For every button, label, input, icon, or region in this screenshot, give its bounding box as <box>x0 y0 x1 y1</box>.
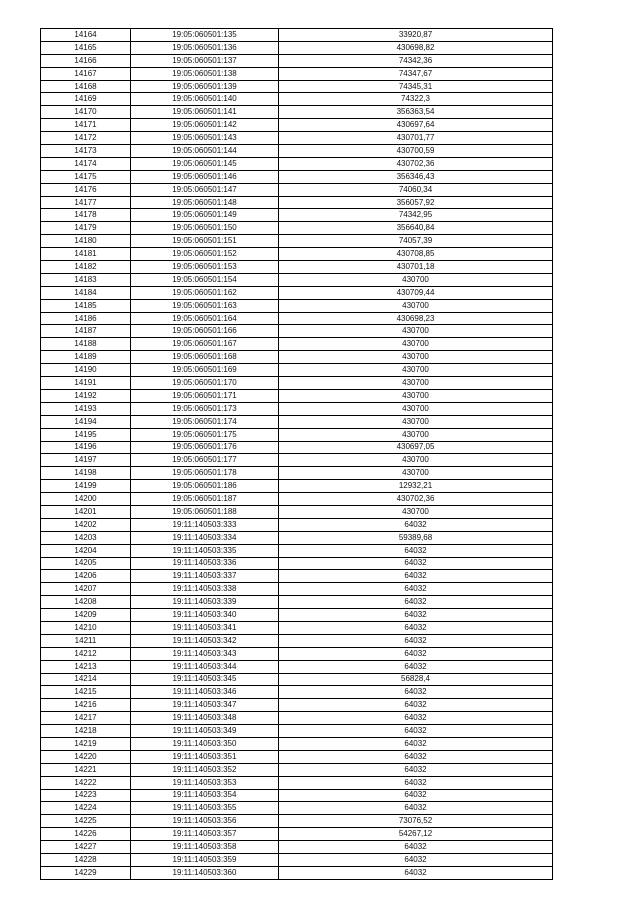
value-cell: 64032 <box>279 776 553 789</box>
value-cell: 64032 <box>279 866 553 879</box>
value-cell: 430698,23 <box>279 312 553 325</box>
cadastral-number-cell: 19:05:060501:137 <box>131 54 279 67</box>
row-number-cell: 14167 <box>41 67 131 80</box>
table-row <box>41 544 553 557</box>
value-cell: 64032 <box>279 686 553 699</box>
value-cell: 430700 <box>279 415 553 428</box>
table-row <box>41 119 553 132</box>
value-cell: 64032 <box>279 621 553 634</box>
table-row <box>41 505 553 518</box>
value-cell: 430701,77 <box>279 132 553 145</box>
cadastral-number-cell: 19:11:140503:344 <box>131 660 279 673</box>
row-number-cell: 14168 <box>41 80 131 93</box>
row-number-cell: 14176 <box>41 183 131 196</box>
cadastral-number-cell: 19:05:060501:164 <box>131 312 279 325</box>
row-number-cell: 14211 <box>41 634 131 647</box>
cadastral-number-cell: 19:05:060501:151 <box>131 235 279 248</box>
value-cell: 430700 <box>279 325 553 338</box>
value-cell: 430698,82 <box>279 41 553 54</box>
cadastral-number-cell: 19:11:140503:355 <box>131 802 279 815</box>
value-cell: 64032 <box>279 583 553 596</box>
value-cell: 430700 <box>279 299 553 312</box>
value-cell: 430700 <box>279 467 553 480</box>
table-row <box>41 802 553 815</box>
table-row <box>41 235 553 248</box>
value-cell: 356057,92 <box>279 196 553 209</box>
cadastral-number-cell: 19:11:140503:343 <box>131 647 279 660</box>
data-table <box>40 28 553 880</box>
value-cell: 64032 <box>279 609 553 622</box>
table-row <box>41 67 553 80</box>
table-row <box>41 750 553 763</box>
value-cell: 430700 <box>279 351 553 364</box>
cadastral-number-cell: 19:05:060501:175 <box>131 428 279 441</box>
row-number-cell: 14165 <box>41 41 131 54</box>
row-number-cell: 14175 <box>41 170 131 183</box>
row-number-cell: 14206 <box>41 570 131 583</box>
row-number-cell: 14214 <box>41 673 131 686</box>
cadastral-number-cell: 19:11:140503:339 <box>131 596 279 609</box>
table-row <box>41 686 553 699</box>
cadastral-number-cell: 19:11:140503:358 <box>131 841 279 854</box>
value-cell: 430700 <box>279 338 553 351</box>
value-cell: 356363,54 <box>279 106 553 119</box>
table-row <box>41 531 553 544</box>
cadastral-number-cell: 19:11:140503:341 <box>131 621 279 634</box>
row-number-cell: 14185 <box>41 299 131 312</box>
table-row <box>41 351 553 364</box>
value-cell: 74057,39 <box>279 235 553 248</box>
row-number-cell: 14171 <box>41 119 131 132</box>
table-row <box>41 299 553 312</box>
cadastral-number-cell: 19:11:140503:359 <box>131 854 279 867</box>
cadastral-number-cell: 19:11:140503:353 <box>131 776 279 789</box>
cadastral-number-cell: 19:05:060501:168 <box>131 351 279 364</box>
table-row <box>41 261 553 274</box>
value-cell: 74342,95 <box>279 209 553 222</box>
row-number-cell: 14169 <box>41 93 131 106</box>
row-number-cell: 14220 <box>41 750 131 763</box>
value-cell: 64032 <box>279 557 553 570</box>
cadastral-number-cell: 19:05:060501:150 <box>131 222 279 235</box>
table-row <box>41 402 553 415</box>
table-row <box>41 222 553 235</box>
value-cell: 64032 <box>279 802 553 815</box>
table-row <box>41 364 553 377</box>
row-number-cell: 14200 <box>41 493 131 506</box>
row-number-cell: 14207 <box>41 583 131 596</box>
cadastral-number-cell: 19:05:060501:139 <box>131 80 279 93</box>
table-row <box>41 480 553 493</box>
row-number-cell: 14181 <box>41 248 131 261</box>
cadastral-number-cell: 19:05:060501:178 <box>131 467 279 480</box>
cadastral-number-cell: 19:05:060501:169 <box>131 364 279 377</box>
value-cell: 64032 <box>279 789 553 802</box>
value-cell: 64032 <box>279 841 553 854</box>
value-cell: 430700 <box>279 364 553 377</box>
cadastral-number-cell: 19:05:060501:163 <box>131 299 279 312</box>
table-row <box>41 789 553 802</box>
cadastral-number-cell: 19:05:060501:187 <box>131 493 279 506</box>
row-number-cell: 14223 <box>41 789 131 802</box>
row-number-cell: 14184 <box>41 286 131 299</box>
table-row <box>41 647 553 660</box>
row-number-cell: 14190 <box>41 364 131 377</box>
cadastral-number-cell: 19:11:140503:350 <box>131 737 279 750</box>
cadastral-number-cell: 19:05:060501:149 <box>131 209 279 222</box>
table-row <box>41 29 553 42</box>
cadastral-number-cell: 19:05:060501:148 <box>131 196 279 209</box>
table-row <box>41 170 553 183</box>
cadastral-number-cell: 19:05:060501:146 <box>131 170 279 183</box>
cadastral-number-cell: 19:05:060501:142 <box>131 119 279 132</box>
table-row <box>41 145 553 158</box>
row-number-cell: 14188 <box>41 338 131 351</box>
value-cell: 64032 <box>279 712 553 725</box>
value-cell: 74342,36 <box>279 54 553 67</box>
table-row <box>41 428 553 441</box>
cadastral-number-cell: 19:11:140503:342 <box>131 634 279 647</box>
cadastral-number-cell: 19:05:060501:176 <box>131 441 279 454</box>
table-body <box>41 29 553 880</box>
cadastral-number-cell: 19:11:140503:346 <box>131 686 279 699</box>
row-number-cell: 14227 <box>41 841 131 854</box>
cadastral-number-cell: 19:05:060501:174 <box>131 415 279 428</box>
table-row <box>41 441 553 454</box>
row-number-cell: 14180 <box>41 235 131 248</box>
value-cell: 430697,64 <box>279 119 553 132</box>
cadastral-number-cell: 19:05:060501:145 <box>131 157 279 170</box>
table-row <box>41 596 553 609</box>
table-row <box>41 621 553 634</box>
cadastral-number-cell: 19:11:140503:357 <box>131 828 279 841</box>
table-row <box>41 54 553 67</box>
value-cell: 430701,18 <box>279 261 553 274</box>
cadastral-number-cell: 19:11:140503:333 <box>131 518 279 531</box>
cadastral-number-cell: 19:05:060501:166 <box>131 325 279 338</box>
value-cell: 59389,68 <box>279 531 553 544</box>
row-number-cell: 14182 <box>41 261 131 274</box>
row-number-cell: 14177 <box>41 196 131 209</box>
value-cell: 64032 <box>279 634 553 647</box>
value-cell: 430702,36 <box>279 157 553 170</box>
row-number-cell: 14212 <box>41 647 131 660</box>
table-row <box>41 841 553 854</box>
value-cell: 356346,43 <box>279 170 553 183</box>
value-cell: 430700,59 <box>279 145 553 158</box>
table-row <box>41 776 553 789</box>
value-cell: 64032 <box>279 570 553 583</box>
cadastral-number-cell: 19:05:060501:167 <box>131 338 279 351</box>
row-number-cell: 14187 <box>41 325 131 338</box>
row-number-cell: 14164 <box>41 29 131 42</box>
row-number-cell: 14202 <box>41 518 131 531</box>
cadastral-number-cell: 19:11:140503:354 <box>131 789 279 802</box>
table-row <box>41 866 553 879</box>
cadastral-number-cell: 19:11:140503:347 <box>131 699 279 712</box>
value-cell: 74060,34 <box>279 183 553 196</box>
table-row <box>41 209 553 222</box>
cadastral-number-cell: 19:11:140503:348 <box>131 712 279 725</box>
value-cell: 64032 <box>279 737 553 750</box>
row-number-cell: 14204 <box>41 544 131 557</box>
row-number-cell: 14199 <box>41 480 131 493</box>
value-cell: 64032 <box>279 544 553 557</box>
cadastral-number-cell: 19:05:060501:170 <box>131 377 279 390</box>
value-cell: 430700 <box>279 377 553 390</box>
row-number-cell: 14210 <box>41 621 131 634</box>
row-number-cell: 14215 <box>41 686 131 699</box>
value-cell: 64032 <box>279 750 553 763</box>
table-row <box>41 815 553 828</box>
cadastral-number-cell: 19:11:140503:352 <box>131 763 279 776</box>
cadastral-number-cell: 19:11:140503:336 <box>131 557 279 570</box>
table-row <box>41 467 553 480</box>
table-row <box>41 828 553 841</box>
row-number-cell: 14192 <box>41 389 131 402</box>
row-number-cell: 14179 <box>41 222 131 235</box>
table-row <box>41 854 553 867</box>
row-number-cell: 14221 <box>41 763 131 776</box>
cadastral-number-cell: 19:05:060501:144 <box>131 145 279 158</box>
row-number-cell: 14217 <box>41 712 131 725</box>
row-number-cell: 14201 <box>41 505 131 518</box>
cadastral-number-cell: 19:11:140503:360 <box>131 866 279 879</box>
row-number-cell: 14191 <box>41 377 131 390</box>
table-row <box>41 312 553 325</box>
table-row <box>41 454 553 467</box>
table-row <box>41 609 553 622</box>
cadastral-number-cell: 19:05:060501:171 <box>131 389 279 402</box>
row-number-cell: 14229 <box>41 866 131 879</box>
cadastral-number-cell: 19:05:060501:136 <box>131 41 279 54</box>
value-cell: 430709,44 <box>279 286 553 299</box>
value-cell: 12932,21 <box>279 480 553 493</box>
cadastral-number-cell: 19:05:060501:162 <box>131 286 279 299</box>
value-cell: 430700 <box>279 454 553 467</box>
cadastral-number-cell: 19:05:060501:186 <box>131 480 279 493</box>
row-number-cell: 14205 <box>41 557 131 570</box>
table-row <box>41 286 553 299</box>
cadastral-number-cell: 19:05:060501:143 <box>131 132 279 145</box>
cadastral-number-cell: 19:11:140503:349 <box>131 725 279 738</box>
table-row <box>41 196 553 209</box>
cadastral-number-cell: 19:11:140503:337 <box>131 570 279 583</box>
value-cell: 64032 <box>279 518 553 531</box>
value-cell: 64032 <box>279 763 553 776</box>
cadastral-number-cell: 19:11:140503:335 <box>131 544 279 557</box>
value-cell: 430700 <box>279 389 553 402</box>
row-number-cell: 14208 <box>41 596 131 609</box>
table-row <box>41 157 553 170</box>
value-cell: 430700 <box>279 402 553 415</box>
value-cell: 356640,84 <box>279 222 553 235</box>
row-number-cell: 14186 <box>41 312 131 325</box>
value-cell: 56828,4 <box>279 673 553 686</box>
cadastral-number-cell: 19:11:140503:351 <box>131 750 279 763</box>
value-cell: 64032 <box>279 647 553 660</box>
table-row <box>41 41 553 54</box>
value-cell: 54267,12 <box>279 828 553 841</box>
cadastral-number-cell: 19:05:060501:135 <box>131 29 279 42</box>
table-row <box>41 80 553 93</box>
value-cell: 74347,67 <box>279 67 553 80</box>
table-row <box>41 93 553 106</box>
cadastral-number-cell: 19:11:140503:338 <box>131 583 279 596</box>
table-row <box>41 634 553 647</box>
row-number-cell: 14170 <box>41 106 131 119</box>
value-cell: 430700 <box>279 428 553 441</box>
cadastral-number-cell: 19:05:060501:177 <box>131 454 279 467</box>
row-number-cell: 14219 <box>41 737 131 750</box>
value-cell: 73076,52 <box>279 815 553 828</box>
value-cell: 64032 <box>279 596 553 609</box>
cadastral-number-cell: 19:05:060501:147 <box>131 183 279 196</box>
row-number-cell: 14222 <box>41 776 131 789</box>
cadastral-number-cell: 19:11:140503:345 <box>131 673 279 686</box>
row-number-cell: 14224 <box>41 802 131 815</box>
table-row <box>41 389 553 402</box>
value-cell: 64032 <box>279 725 553 738</box>
value-cell: 430700 <box>279 505 553 518</box>
row-number-cell: 14213 <box>41 660 131 673</box>
value-cell: 430702,36 <box>279 493 553 506</box>
row-number-cell: 14198 <box>41 467 131 480</box>
table-row <box>41 273 553 286</box>
table-row <box>41 557 553 570</box>
value-cell: 430700 <box>279 273 553 286</box>
table-row <box>41 763 553 776</box>
row-number-cell: 14228 <box>41 854 131 867</box>
table-row <box>41 183 553 196</box>
table-row <box>41 325 553 338</box>
table-row <box>41 673 553 686</box>
table-row <box>41 248 553 261</box>
cadastral-number-cell: 19:05:060501:154 <box>131 273 279 286</box>
value-cell: 430697,05 <box>279 441 553 454</box>
row-number-cell: 14189 <box>41 351 131 364</box>
table-row <box>41 570 553 583</box>
table-row <box>41 377 553 390</box>
cadastral-number-cell: 19:05:060501:188 <box>131 505 279 518</box>
table-row <box>41 132 553 145</box>
row-number-cell: 14194 <box>41 415 131 428</box>
row-number-cell: 14197 <box>41 454 131 467</box>
row-number-cell: 14172 <box>41 132 131 145</box>
table-row <box>41 583 553 596</box>
value-cell: 64032 <box>279 660 553 673</box>
table-row <box>41 699 553 712</box>
table-row <box>41 493 553 506</box>
table-row <box>41 518 553 531</box>
row-number-cell: 14193 <box>41 402 131 415</box>
table-row <box>41 415 553 428</box>
row-number-cell: 14196 <box>41 441 131 454</box>
cadastral-number-cell: 19:05:060501:141 <box>131 106 279 119</box>
cadastral-number-cell: 19:05:060501:152 <box>131 248 279 261</box>
cadastral-number-cell: 19:05:060501:153 <box>131 261 279 274</box>
row-number-cell: 14209 <box>41 609 131 622</box>
row-number-cell: 14178 <box>41 209 131 222</box>
value-cell: 64032 <box>279 699 553 712</box>
cadastral-number-cell: 19:05:060501:140 <box>131 93 279 106</box>
table-row <box>41 737 553 750</box>
value-cell: 430708,85 <box>279 248 553 261</box>
row-number-cell: 14183 <box>41 273 131 286</box>
table-row <box>41 725 553 738</box>
cadastral-number-cell: 19:11:140503:340 <box>131 609 279 622</box>
row-number-cell: 14218 <box>41 725 131 738</box>
table-row <box>41 660 553 673</box>
table-row <box>41 106 553 119</box>
table-row <box>41 338 553 351</box>
cadastral-number-cell: 19:11:140503:334 <box>131 531 279 544</box>
value-cell: 74322,3 <box>279 93 553 106</box>
value-cell: 64032 <box>279 854 553 867</box>
row-number-cell: 14216 <box>41 699 131 712</box>
value-cell: 33920,87 <box>279 29 553 42</box>
row-number-cell: 14195 <box>41 428 131 441</box>
row-number-cell: 14226 <box>41 828 131 841</box>
cadastral-number-cell: 19:05:060501:173 <box>131 402 279 415</box>
table-row <box>41 712 553 725</box>
row-number-cell: 14173 <box>41 145 131 158</box>
cadastral-number-cell: 19:05:060501:138 <box>131 67 279 80</box>
row-number-cell: 14166 <box>41 54 131 67</box>
row-number-cell: 14203 <box>41 531 131 544</box>
cadastral-number-cell: 19:11:140503:356 <box>131 815 279 828</box>
row-number-cell: 14225 <box>41 815 131 828</box>
row-number-cell: 14174 <box>41 157 131 170</box>
value-cell: 74345,31 <box>279 80 553 93</box>
